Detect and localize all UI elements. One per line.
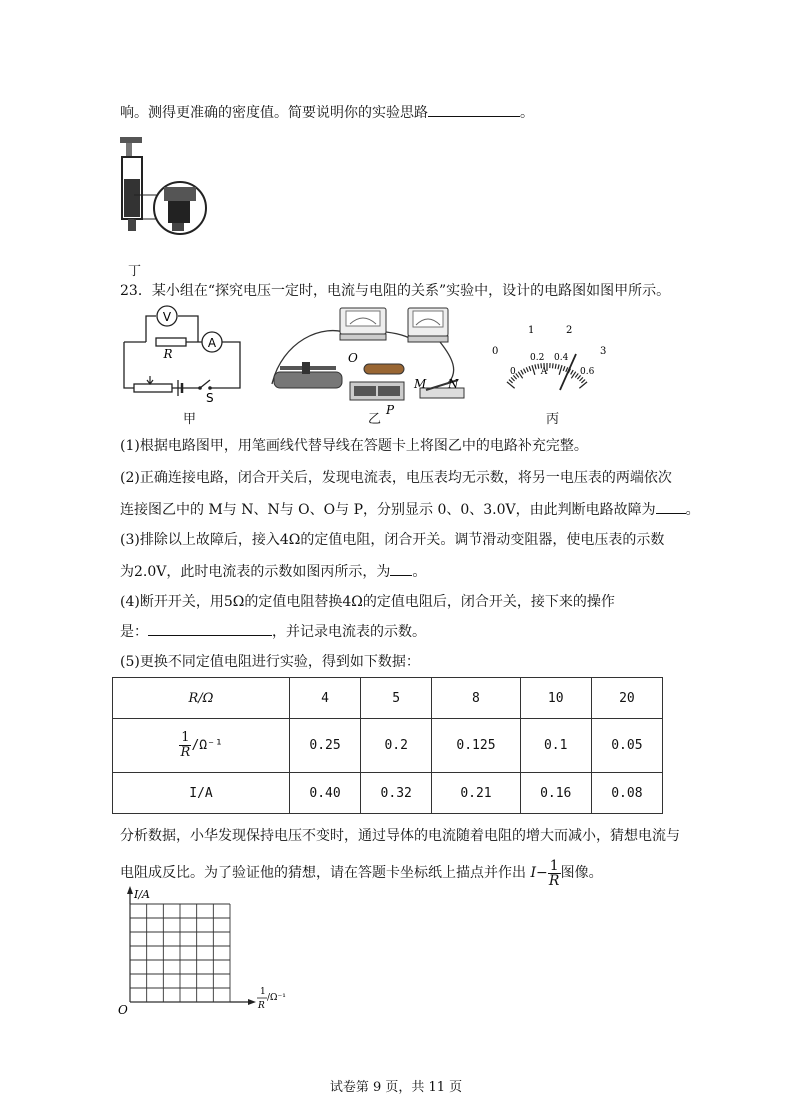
part-3-line2: 为2.0V，此时电流表的示数如图丙所示，为 。 (120, 561, 426, 582)
operation-answer-blank[interactable] (148, 621, 272, 636)
row-label-R: R/Ω (113, 678, 290, 719)
meter-tick (579, 377, 582, 381)
label-O: O (348, 351, 358, 365)
meter-tick (523, 369, 525, 373)
cell-invR-3: 0.1 (520, 719, 591, 773)
part-5: (5)更换不同定值电阻进行实验，得到如下数据： (120, 654, 420, 670)
figure-label-ding: 丁 (128, 264, 142, 279)
cell-R-2: 8 (432, 678, 520, 719)
part-2-line2: 连接图乙中的 M与 N、N与 O、O与 P，分别显示 0、0、3.0V，由此判断电路故障为 。 (120, 499, 700, 520)
intro-answer-blank[interactable] (428, 102, 520, 117)
table-row-invR (113, 719, 663, 773)
cell-R-0: 4 (290, 678, 361, 719)
cell-invR-1: 0.2 (361, 719, 432, 773)
cell-R-4: 20 (591, 678, 662, 719)
meter-tick (571, 370, 574, 374)
table-row-R (113, 678, 663, 719)
intro-text: 响。测得更准确的密度值。简要说明你的实验思路 (120, 105, 428, 121)
meter-tick (552, 363, 553, 368)
figure-caption-yi: 乙 (368, 412, 382, 427)
rheostat-icon (134, 384, 172, 392)
cell-I-1: 0.32 (361, 773, 432, 814)
x-axis-num: 1 (260, 987, 266, 997)
meter-tick (555, 364, 556, 369)
meter-tick (509, 380, 513, 383)
cell-I-2: 0.21 (432, 773, 520, 814)
switch-label: S (206, 391, 214, 405)
meter-tick (511, 377, 514, 381)
label-M: M (414, 377, 427, 391)
row-label-invR: $\frac{1}{R}$ /Ω⁻¹ (113, 719, 290, 773)
meter-tick (563, 366, 565, 371)
row-label-I: I/A (113, 773, 290, 814)
circuit-diagram (118, 300, 246, 405)
meter-tick (538, 364, 539, 369)
label-P: P (386, 403, 395, 414)
physical-circuit (262, 302, 472, 414)
scale-unit: A (540, 367, 548, 377)
syringe-figure (110, 135, 210, 260)
scale-inner-0: 0 (510, 367, 516, 377)
cell-I-3: 0.16 (520, 773, 591, 814)
meter-tick (521, 370, 524, 374)
page-footer: 试卷第 9 页，共 11 页 (329, 1080, 463, 1095)
scale-inner-0.2: 0.2 (530, 353, 545, 363)
scale-outer-1: 1 (528, 325, 535, 336)
scale-inner-0.6: 0.6 (580, 367, 595, 377)
part-3-line1: (3)排除以上故障后，接入4Ω的定值电阻，闭合开关。调节滑动变阻器，使电压表的示数 (120, 532, 665, 548)
figure-caption-jia: 甲 (183, 412, 197, 427)
cell-invR-2: 0.125 (432, 719, 520, 773)
cell-invR-4: 0.05 (591, 719, 662, 773)
part-4-line2: 是： ，并记录电流表的示数。 (120, 621, 426, 642)
meter-tick (516, 373, 519, 377)
graph-grid[interactable] (110, 882, 310, 1017)
x-axis-unit: /Ω⁻¹ (267, 993, 286, 1003)
voltmeter-label: V (162, 310, 172, 324)
scale-outer-3: 3 (600, 346, 607, 357)
part-2-line1: (2)正确连接电路，闭合开关后，发现电流表，电压表均无示数，将另一电压表的两端依次 (120, 470, 672, 486)
meter-tick (559, 365, 562, 375)
x-axis-den: R (258, 1001, 265, 1011)
analysis-line2: 电阻成反比。为了验证他的猜想，请在答题卡坐标纸上描点并作出 I− $\frac{1}{R}$ 图像。 (120, 857, 603, 889)
current-answer-blank[interactable] (390, 561, 412, 576)
cell-I-4: 0.08 (591, 773, 662, 814)
data-table (112, 677, 663, 814)
table-row-I (113, 773, 663, 814)
scale-inner-0.4: 0.4 (554, 353, 569, 363)
meter-tick (532, 365, 535, 375)
y-axis-label: I/A (134, 888, 150, 901)
fault-answer-blank[interactable] (656, 499, 686, 514)
frac-1-over-R-inline: $\frac{1}{R}$ (548, 857, 560, 889)
resistor-icon (156, 338, 186, 346)
scale-outer-0: 0 (492, 346, 499, 357)
rheostat-device (274, 372, 342, 388)
ammeter-label: A (207, 336, 217, 350)
part-1: (1)根据电路图甲，用笔画线代替导线在答题卡上将图乙中的电路补充完整。 (120, 438, 588, 454)
frac-1-over-R: $\frac{1}{R}$ (180, 730, 191, 760)
label-N: N (448, 377, 459, 391)
meter-tick (535, 364, 536, 369)
origin-label: O (118, 1003, 128, 1017)
meter-tick (558, 364, 559, 369)
meter-tick (581, 380, 585, 383)
scale-outer-2: 2 (566, 325, 573, 336)
figure-caption-bing: 丙 (546, 412, 560, 427)
cell-invR-0: 0.25 (290, 719, 361, 773)
resistor-label: R (163, 347, 173, 361)
meter-tick (529, 366, 531, 371)
ammeter-scale (482, 320, 612, 400)
resistor-device (364, 364, 404, 374)
analysis-line1: 分析数据，小华发现保持电压不变时，通过导体的电流随着电阻的增大而减小，猜想电流与 (120, 828, 680, 844)
switch-icon (200, 380, 210, 388)
meter-tick (575, 373, 578, 377)
meter-tick (526, 367, 528, 372)
cell-R-1: 5 (361, 678, 432, 719)
part-4-line1: (4)断开开关，用5Ω的定值电阻替换4Ω的定值电阻后，闭合开关，接下来的操作 (120, 594, 615, 610)
intro-line: 响。测得更准确的密度值。简要说明你的实验思路 。 (120, 102, 534, 123)
cell-R-3: 10 (520, 678, 591, 719)
meter-tick (507, 382, 515, 388)
cell-I-0: 0.40 (290, 773, 361, 814)
question-title: 23．某小组在“探究电压一定时，电流与电阻的关系”实验中，设计的电路图如图甲所示。 (120, 283, 671, 299)
meter-tick (579, 382, 587, 388)
